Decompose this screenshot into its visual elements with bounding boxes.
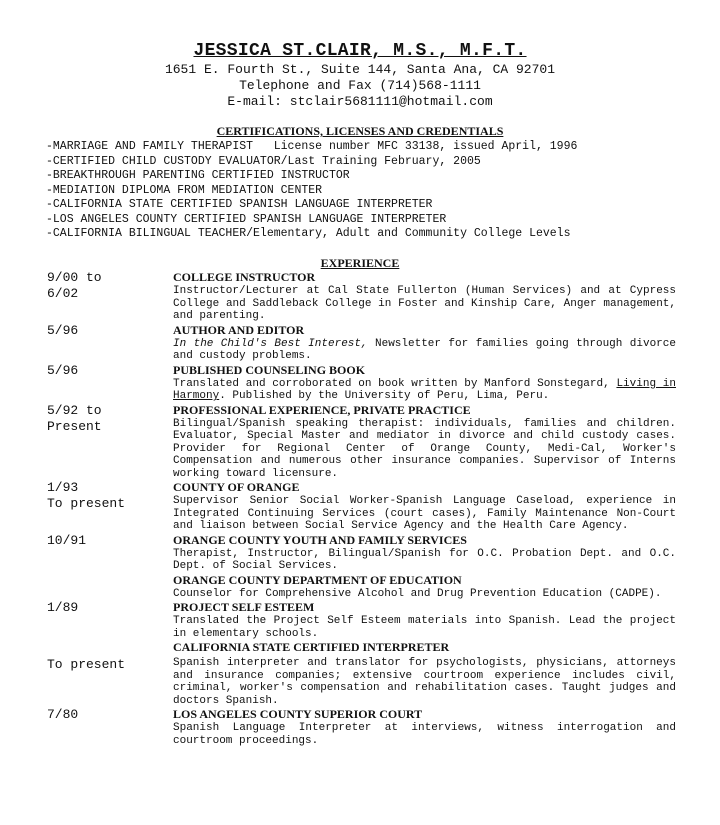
cert-item: -LOS ANGELES COUNTY CERTIFIED SPANISH LANGUAGE INTERPRETER	[46, 212, 447, 226]
experience-entry	[0, 270, 720, 323]
entry-description: Bilingual/Spanish speaking therapist: individuals, families and children. Evaluator, Special Master and mediator in divorce and child custody cases. Provider for Regional Center of Orange County, Medi-Cal, Worker's Compensation and numerous other insurance companies. Supervisor of Interns working toward licensure.	[173, 417, 676, 480]
experience-entry	[0, 640, 720, 655]
entry-title: AUTHOR AND EDITOR	[173, 322, 305, 337]
experience-entry	[0, 403, 720, 481]
applicant-name: JESSICA ST.CLAIR, M.S., M.F.T.	[193, 41, 527, 61]
entry-date: 5/96	[47, 362, 79, 378]
certifications-title: CERTIFICATIONS, LICENSES AND CREDENTIALS	[216, 124, 504, 138]
entry-description-text: Translated and corroborated on book written by Manford Sonstegard,	[173, 377, 617, 390]
entry-description	[173, 378, 676, 403]
entry-title: ORANGE COUNTY DEPARTMENT OF EDUCATION	[173, 572, 462, 587]
entry-description: Spanish Language Interpreter at interviews, witness interrogation and courtroom proceedings.	[173, 722, 676, 747]
entry-title: PROJECT SELF ESTEEM	[173, 600, 315, 614]
entry-description: Instructor/Lecturer at Cal State Fullerton (Human Services) and at Cypress College and Saddleback College in Foster and Kinship Care, Anger management, and parenting.	[173, 285, 676, 322]
entry-description-text: Newsletter for families going through divorce and custody problems.	[173, 337, 676, 362]
entry-description: Translated the Project Self Esteem materials into Spanish. Lead the project in elementary schools.	[173, 615, 676, 640]
entry-date: 7/80	[47, 707, 79, 722]
entry-description-after: . Published by the University of Peru, Lima, Peru.	[219, 390, 550, 402]
experience-entry	[0, 707, 720, 747]
address: 1651 E. Fourth St., Suite 144, Santa Ana, CA 92701	[164, 62, 556, 77]
experience-entry	[0, 657, 720, 707]
email: E-mail: stclair5681111@hotmail.com	[227, 94, 493, 109]
entry-title: LOS ANGELES COUNTY SUPERIOR COURT	[173, 707, 423, 721]
cert-item: -BREAKTHROUGH PARENTING CERTIFIED INSTRUCTOR	[46, 169, 350, 182]
experience-title: EXPERIENCE	[320, 256, 400, 270]
experience-entry	[0, 533, 720, 573]
entry-description	[173, 338, 676, 363]
entry-title: ORANGE COUNTY YOUTH AND FAMILY SERVICES	[173, 532, 467, 547]
entry-date: 10/91	[47, 532, 87, 548]
certifications-list	[46, 140, 686, 242]
entry-date: 5/92 to Present	[47, 402, 102, 434]
cert-item: -CALIFORNIA BILINGUAL TEACHER/Elementary, Adult and Community College Levels	[46, 227, 571, 240]
entry-date: 9/00 to 6/02	[47, 270, 102, 301]
entry-description: Supervisor Senior Social Worker-Spanish Language Caseload, experience in Integrated Continuing Services (court cases), Family Maintenance Non-Court and liaison between Social Service Agency and the Health Care Agency.	[173, 495, 676, 532]
phone: Telephone and Fax (714)568-1111	[239, 78, 481, 93]
entry-date: 1/93 To present	[47, 480, 126, 511]
cert-item: -MARRIAGE AND FAMILY THERAPIST License number MFC 33138, issued April, 1996	[46, 140, 578, 153]
entry-title: COUNTY OF ORANGE	[173, 480, 300, 494]
entry-title: COLLEGE INSTRUCTOR	[173, 270, 316, 284]
experience-entry	[0, 363, 720, 403]
cert-item: -CERTIFIED CHILD CUSTODY EVALUATOR/Last Training February, 2005	[46, 154, 481, 168]
entry-description: Spanish interpreter and translator for psychologists, physicians, attorneys and insurance companies; extensive courtroom experience includes civil, criminal, worker's compensation and rehabilitation cases. Taught judges and doctors Spanish.	[173, 657, 676, 707]
entry-title: CALIFORNIA STATE CERTIFIED INTERPRETER	[173, 640, 450, 654]
entry-description: Therapist, Instructor, Bilingual/Spanish for O.C. Probation Dept. and O.C. Dept. of Social Services.	[173, 547, 676, 572]
entry-date: 1/89	[47, 600, 79, 615]
entry-date: To present	[47, 657, 126, 672]
cert-item: -MEDIATION DIPLOMA FROM MEDIATION CENTER	[46, 183, 323, 197]
entry-description: Counselor for Comprehensive Alcohol and Drug Prevention Education (CADPE).	[173, 587, 662, 600]
experience-entry	[0, 573, 720, 601]
cert-item: -CALIFORNIA STATE CERTIFIED SPANISH LANGUAGE INTERPRETER	[46, 198, 433, 211]
entry-date: 5/96	[47, 322, 79, 338]
newsletter-title: In the Child's Best Interest,	[173, 337, 368, 350]
experience-entry	[0, 600, 720, 640]
experience-list	[0, 270, 720, 747]
experience-entry	[0, 323, 720, 363]
experience-entry	[0, 480, 720, 533]
entry-title: PUBLISHED COUNSELING BOOK	[173, 362, 366, 377]
book-title: Living in Harmony	[173, 377, 676, 402]
resume-header	[0, 40, 720, 110]
entry-title: PROFESSIONAL EXPERIENCE, PRIVATE PRACTICE	[173, 402, 471, 417]
